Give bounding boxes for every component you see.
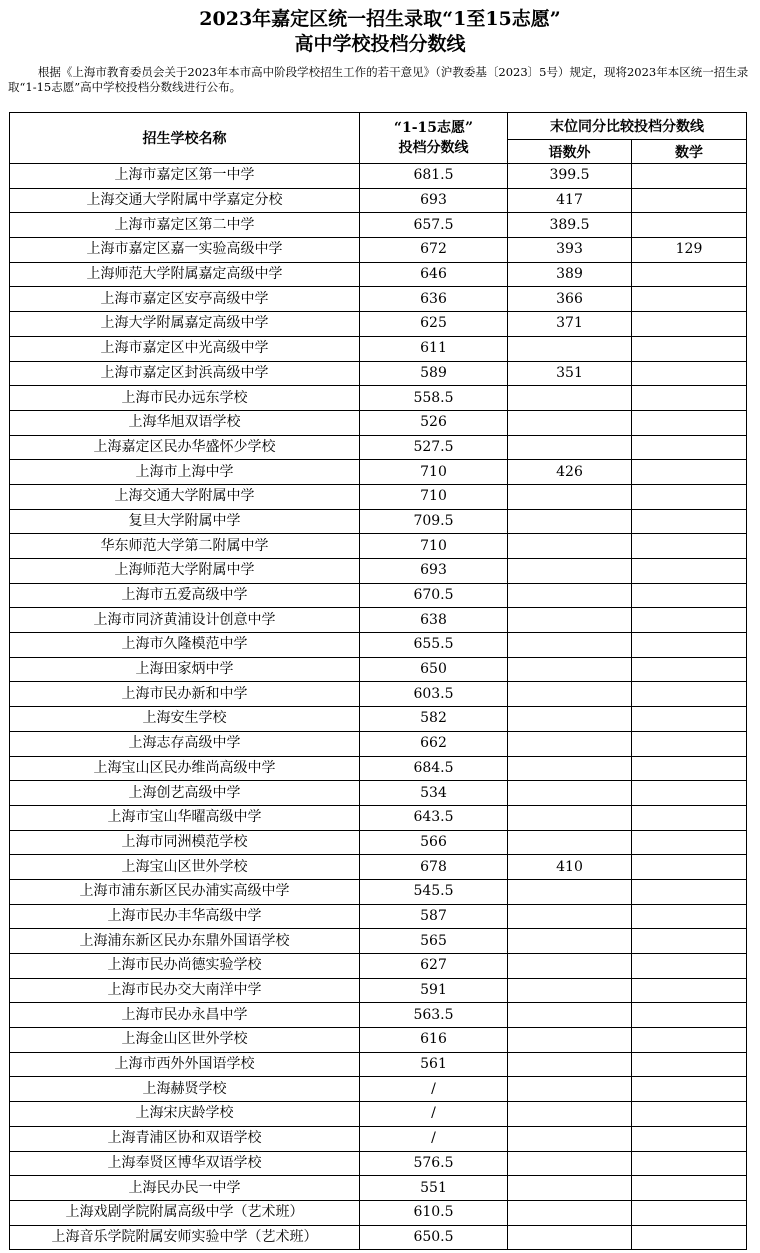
school-name-cell: 上海交通大学附属中学 bbox=[10, 484, 360, 509]
school-name-cell: 上海市嘉定区第二中学 bbox=[10, 213, 360, 238]
table-row bbox=[10, 879, 747, 904]
math-score-cell bbox=[632, 336, 747, 361]
school-name-cell: 上海市同洲模范学校 bbox=[10, 830, 360, 855]
school-name-cell: 上海赫贤学校 bbox=[10, 1077, 360, 1102]
table-row bbox=[10, 929, 747, 954]
chinese-math-english-score-cell bbox=[508, 657, 632, 682]
table-row bbox=[10, 238, 747, 263]
header-preference-line1: “1-15志愿” bbox=[393, 120, 474, 136]
chinese-math-english-score-cell bbox=[508, 731, 632, 756]
math-score-cell bbox=[632, 805, 747, 830]
school-name-cell: 上海市五爱高级中学 bbox=[10, 583, 360, 608]
preference-score-cell: 611 bbox=[360, 336, 508, 361]
school-name-cell: 上海交通大学附属中学嘉定分校 bbox=[10, 188, 360, 213]
chinese-math-english-score-cell: 426 bbox=[508, 460, 632, 485]
preference-score-cell: 650.5 bbox=[360, 1225, 508, 1250]
preference-score-cell: 650 bbox=[360, 657, 508, 682]
chinese-math-english-score-cell bbox=[508, 879, 632, 904]
table-row bbox=[10, 954, 747, 979]
school-name-cell: 上海民办民一中学 bbox=[10, 1176, 360, 1201]
preference-score-cell: / bbox=[360, 1126, 508, 1151]
preference-score-cell: 563.5 bbox=[360, 1003, 508, 1028]
chinese-math-english-score-cell bbox=[508, 1200, 632, 1225]
score-table bbox=[9, 112, 747, 1250]
page-subtitle: 高中学校投档分数线 bbox=[294, 33, 466, 55]
preference-score-cell: 589 bbox=[360, 361, 508, 386]
math-score-cell bbox=[632, 312, 747, 337]
preference-score-cell: / bbox=[360, 1077, 508, 1102]
chinese-math-english-score-cell bbox=[508, 509, 632, 534]
table-row bbox=[10, 1151, 747, 1176]
math-score-cell bbox=[632, 954, 747, 979]
math-score-cell bbox=[632, 460, 747, 485]
table-row bbox=[10, 731, 747, 756]
math-score-cell bbox=[632, 1151, 747, 1176]
intro-paragraph: 根据《上海市教育委员会关于2023年本市高中阶段学校招生工作的若干意见》（沪教委基〔2023〕5号）规定，现将2023年本区统一招生录取“1-15志愿”高中学校投档分数线进行公布。 bbox=[8, 65, 749, 94]
chinese-math-english-score-cell bbox=[508, 781, 632, 806]
chinese-math-english-score-cell: 417 bbox=[508, 188, 632, 213]
math-score-cell bbox=[632, 484, 747, 509]
math-score-cell bbox=[632, 1102, 747, 1127]
preference-score-cell: 710 bbox=[360, 460, 508, 485]
school-name-cell: 上海市民办新和中学 bbox=[10, 682, 360, 707]
preference-score-cell: 709.5 bbox=[360, 509, 508, 534]
table-header bbox=[10, 113, 747, 164]
math-score-cell bbox=[632, 435, 747, 460]
table-row bbox=[10, 213, 747, 238]
math-score-cell bbox=[632, 756, 747, 781]
chinese-math-english-score-cell: 393 bbox=[508, 238, 632, 263]
preference-score-cell: 693 bbox=[360, 559, 508, 584]
table-row bbox=[10, 1200, 747, 1225]
chinese-math-english-score-cell bbox=[508, 1077, 632, 1102]
table-row bbox=[10, 361, 747, 386]
table-row bbox=[10, 978, 747, 1003]
table-row bbox=[10, 262, 747, 287]
header-tie-break: 末位同分比较投档分数线 bbox=[508, 113, 747, 140]
math-score-cell bbox=[632, 855, 747, 880]
table-row bbox=[10, 1102, 747, 1127]
school-name-cell: 上海田家炳中学 bbox=[10, 657, 360, 682]
math-score-cell bbox=[632, 213, 747, 238]
math-score-cell bbox=[632, 781, 747, 806]
chinese-math-english-score-cell bbox=[508, 583, 632, 608]
math-score-cell bbox=[632, 682, 747, 707]
chinese-math-english-score-cell bbox=[508, 1151, 632, 1176]
table-row bbox=[10, 188, 747, 213]
table-row bbox=[10, 707, 747, 732]
school-name-cell: 上海创艺高级中学 bbox=[10, 781, 360, 806]
school-name-cell: 上海市嘉定区中光高级中学 bbox=[10, 336, 360, 361]
chinese-math-english-score-cell: 399.5 bbox=[508, 164, 632, 189]
chinese-math-english-score-cell bbox=[508, 1225, 632, 1250]
table-row bbox=[10, 1003, 747, 1028]
chinese-math-english-score-cell bbox=[508, 534, 632, 559]
math-score-cell bbox=[632, 559, 747, 584]
school-name-cell: 上海金山区世外学校 bbox=[10, 1028, 360, 1053]
math-score-cell bbox=[632, 410, 747, 435]
preference-score-cell: 678 bbox=[360, 855, 508, 880]
school-name-cell: 上海市久隆模范中学 bbox=[10, 633, 360, 658]
school-name-cell: 上海市上海中学 bbox=[10, 460, 360, 485]
preference-score-cell: 627 bbox=[360, 954, 508, 979]
preference-score-cell: 526 bbox=[360, 410, 508, 435]
table-row bbox=[10, 435, 747, 460]
math-score-cell bbox=[632, 262, 747, 287]
preference-score-cell: 710 bbox=[360, 534, 508, 559]
math-score-cell bbox=[632, 509, 747, 534]
math-score-cell bbox=[632, 830, 747, 855]
table-row bbox=[10, 509, 747, 534]
school-name-cell: 上海市民办丰华高级中学 bbox=[10, 904, 360, 929]
math-score-cell bbox=[632, 633, 747, 658]
table-row bbox=[10, 1126, 747, 1151]
preference-score-cell: 527.5 bbox=[360, 435, 508, 460]
math-score-cell bbox=[632, 361, 747, 386]
math-score-cell bbox=[632, 978, 747, 1003]
preference-score-cell: 603.5 bbox=[360, 682, 508, 707]
table-row bbox=[10, 460, 747, 485]
chinese-math-english-score-cell bbox=[508, 707, 632, 732]
math-score-cell bbox=[632, 1225, 747, 1250]
math-score-cell bbox=[632, 1126, 747, 1151]
school-name-cell: 上海奉贤区博华双语学校 bbox=[10, 1151, 360, 1176]
preference-score-cell: 643.5 bbox=[360, 805, 508, 830]
math-score-cell bbox=[632, 1077, 747, 1102]
table-row bbox=[10, 386, 747, 411]
preference-score-cell: / bbox=[360, 1102, 508, 1127]
table-row bbox=[10, 608, 747, 633]
chinese-math-english-score-cell bbox=[508, 978, 632, 1003]
preference-score-cell: 565 bbox=[360, 929, 508, 954]
school-name-cell: 上海师范大学附属嘉定高级中学 bbox=[10, 262, 360, 287]
preference-score-cell: 582 bbox=[360, 707, 508, 732]
table-row bbox=[10, 534, 747, 559]
preference-score-cell: 670.5 bbox=[360, 583, 508, 608]
school-name-cell: 复旦大学附属中学 bbox=[10, 509, 360, 534]
preference-score-cell: 587 bbox=[360, 904, 508, 929]
school-name-cell: 上海华旭双语学校 bbox=[10, 410, 360, 435]
school-name-cell: 华东师范大学第二附属中学 bbox=[10, 534, 360, 559]
header-preference-score bbox=[360, 113, 508, 164]
math-score-cell bbox=[632, 534, 747, 559]
math-score-cell bbox=[632, 164, 747, 189]
school-name-cell: 上海师范大学附属中学 bbox=[10, 559, 360, 584]
chinese-math-english-score-cell bbox=[508, 559, 632, 584]
chinese-math-english-score-cell bbox=[508, 830, 632, 855]
chinese-math-english-score-cell: 410 bbox=[508, 855, 632, 880]
table-row bbox=[10, 633, 747, 658]
table-row bbox=[10, 781, 747, 806]
math-score-cell bbox=[632, 904, 747, 929]
math-score-cell bbox=[632, 287, 747, 312]
school-name-cell: 上海市民办远东学校 bbox=[10, 386, 360, 411]
school-name-cell: 上海浦东新区民办东鼎外国语学校 bbox=[10, 929, 360, 954]
chinese-math-english-score-cell bbox=[508, 756, 632, 781]
table-row bbox=[10, 287, 747, 312]
preference-score-cell: 551 bbox=[360, 1176, 508, 1201]
chinese-math-english-score-cell bbox=[508, 1028, 632, 1053]
preference-score-cell: 681.5 bbox=[360, 164, 508, 189]
preference-score-cell: 638 bbox=[360, 608, 508, 633]
school-name-cell: 上海青浦区协和双语学校 bbox=[10, 1126, 360, 1151]
table-row bbox=[10, 1028, 747, 1053]
table-body bbox=[10, 164, 747, 1250]
chinese-math-english-score-cell: 366 bbox=[508, 287, 632, 312]
math-score-cell bbox=[632, 657, 747, 682]
preference-score-cell: 655.5 bbox=[360, 633, 508, 658]
school-name-cell: 上海宝山区民办维尚高级中学 bbox=[10, 756, 360, 781]
math-score-cell bbox=[632, 1028, 747, 1053]
math-score-cell bbox=[632, 731, 747, 756]
math-score-cell: 129 bbox=[632, 238, 747, 263]
math-score-cell bbox=[632, 608, 747, 633]
table-row bbox=[10, 1225, 747, 1250]
page-title: 2023年嘉定区统一招生录取“1至15志愿” bbox=[199, 8, 561, 30]
table-row bbox=[10, 657, 747, 682]
table-row bbox=[10, 830, 747, 855]
preference-score-cell: 646 bbox=[360, 262, 508, 287]
chinese-math-english-score-cell bbox=[508, 682, 632, 707]
chinese-math-english-score-cell bbox=[508, 904, 632, 929]
chinese-math-english-score-cell: 389 bbox=[508, 262, 632, 287]
math-score-cell bbox=[632, 1176, 747, 1201]
preference-score-cell: 561 bbox=[360, 1052, 508, 1077]
school-name-cell: 上海宋庆龄学校 bbox=[10, 1102, 360, 1127]
chinese-math-english-score-cell bbox=[508, 336, 632, 361]
math-score-cell bbox=[632, 707, 747, 732]
preference-score-cell: 558.5 bbox=[360, 386, 508, 411]
table-row bbox=[10, 484, 747, 509]
math-score-cell bbox=[632, 583, 747, 608]
chinese-math-english-score-cell bbox=[508, 386, 632, 411]
chinese-math-english-score-cell bbox=[508, 929, 632, 954]
chinese-math-english-score-cell bbox=[508, 1052, 632, 1077]
math-score-cell bbox=[632, 879, 747, 904]
chinese-math-english-score-cell bbox=[508, 484, 632, 509]
preference-score-cell: 662 bbox=[360, 731, 508, 756]
chinese-math-english-score-cell bbox=[508, 1176, 632, 1201]
preference-score-cell: 576.5 bbox=[360, 1151, 508, 1176]
table-row bbox=[10, 682, 747, 707]
header-math: 数学 bbox=[632, 140, 747, 164]
table-row bbox=[10, 164, 747, 189]
math-score-cell bbox=[632, 1052, 747, 1077]
school-name-cell: 上海戏剧学院附属高级中学（艺术班） bbox=[10, 1200, 360, 1225]
school-name-cell: 上海市嘉定区嘉一实验高级中学 bbox=[10, 238, 360, 263]
table-row bbox=[10, 1077, 747, 1102]
preference-score-cell: 591 bbox=[360, 978, 508, 1003]
school-name-cell: 上海音乐学院附属安师实验中学（艺术班） bbox=[10, 1225, 360, 1250]
chinese-math-english-score-cell: 389.5 bbox=[508, 213, 632, 238]
header-preference-line2: 投档分数线 bbox=[398, 140, 469, 156]
header-school-name: 招生学校名称 bbox=[10, 113, 360, 164]
math-score-cell bbox=[632, 929, 747, 954]
table-row bbox=[10, 336, 747, 361]
table-row bbox=[10, 904, 747, 929]
school-name-cell: 上海市西外外国语学校 bbox=[10, 1052, 360, 1077]
school-name-cell: 上海市宝山华曜高级中学 bbox=[10, 805, 360, 830]
school-name-cell: 上海市嘉定区封浜高级中学 bbox=[10, 361, 360, 386]
chinese-math-english-score-cell: 371 bbox=[508, 312, 632, 337]
chinese-math-english-score-cell bbox=[508, 608, 632, 633]
school-name-cell: 上海市民办永昌中学 bbox=[10, 1003, 360, 1028]
preference-score-cell: 657.5 bbox=[360, 213, 508, 238]
school-name-cell: 上海市嘉定区安亭高级中学 bbox=[10, 287, 360, 312]
math-score-cell bbox=[632, 1200, 747, 1225]
school-name-cell: 上海市同济黄浦设计创意中学 bbox=[10, 608, 360, 633]
school-name-cell: 上海志存高级中学 bbox=[10, 731, 360, 756]
preference-score-cell: 534 bbox=[360, 781, 508, 806]
school-name-cell: 上海大学附属嘉定高级中学 bbox=[10, 312, 360, 337]
table-row bbox=[10, 410, 747, 435]
table-row bbox=[10, 1052, 747, 1077]
preference-score-cell: 710 bbox=[360, 484, 508, 509]
school-name-cell: 上海市嘉定区第一中学 bbox=[10, 164, 360, 189]
school-name-cell: 上海市民办交大南洋中学 bbox=[10, 978, 360, 1003]
table-row bbox=[10, 805, 747, 830]
table-row bbox=[10, 756, 747, 781]
chinese-math-english-score-cell bbox=[508, 410, 632, 435]
table-row bbox=[10, 559, 747, 584]
table-row bbox=[10, 855, 747, 880]
math-score-cell bbox=[632, 1003, 747, 1028]
chinese-math-english-score-cell bbox=[508, 1003, 632, 1028]
preference-score-cell: 610.5 bbox=[360, 1200, 508, 1225]
table-row bbox=[10, 583, 747, 608]
preference-score-cell: 672 bbox=[360, 238, 508, 263]
chinese-math-english-score-cell: 351 bbox=[508, 361, 632, 386]
chinese-math-english-score-cell bbox=[508, 435, 632, 460]
school-name-cell: 上海宝山区世外学校 bbox=[10, 855, 360, 880]
chinese-math-english-score-cell bbox=[508, 1102, 632, 1127]
table-row bbox=[10, 1176, 747, 1201]
preference-score-cell: 625 bbox=[360, 312, 508, 337]
header-chinese-math-english: 语数外 bbox=[508, 140, 632, 164]
school-name-cell: 上海安生学校 bbox=[10, 707, 360, 732]
school-name-cell: 上海市浦东新区民办浦实高级中学 bbox=[10, 879, 360, 904]
chinese-math-english-score-cell bbox=[508, 954, 632, 979]
preference-score-cell: 545.5 bbox=[360, 879, 508, 904]
school-name-cell: 上海市民办尚德实验学校 bbox=[10, 954, 360, 979]
math-score-cell bbox=[632, 188, 747, 213]
chinese-math-english-score-cell bbox=[508, 805, 632, 830]
table-row bbox=[10, 312, 747, 337]
school-name-cell: 上海嘉定区民办华盛怀少学校 bbox=[10, 435, 360, 460]
chinese-math-english-score-cell bbox=[508, 1126, 632, 1151]
preference-score-cell: 684.5 bbox=[360, 756, 508, 781]
chinese-math-english-score-cell bbox=[508, 633, 632, 658]
preference-score-cell: 693 bbox=[360, 188, 508, 213]
math-score-cell bbox=[632, 386, 747, 411]
preference-score-cell: 566 bbox=[360, 830, 508, 855]
preference-score-cell: 616 bbox=[360, 1028, 508, 1053]
preference-score-cell: 636 bbox=[360, 287, 508, 312]
